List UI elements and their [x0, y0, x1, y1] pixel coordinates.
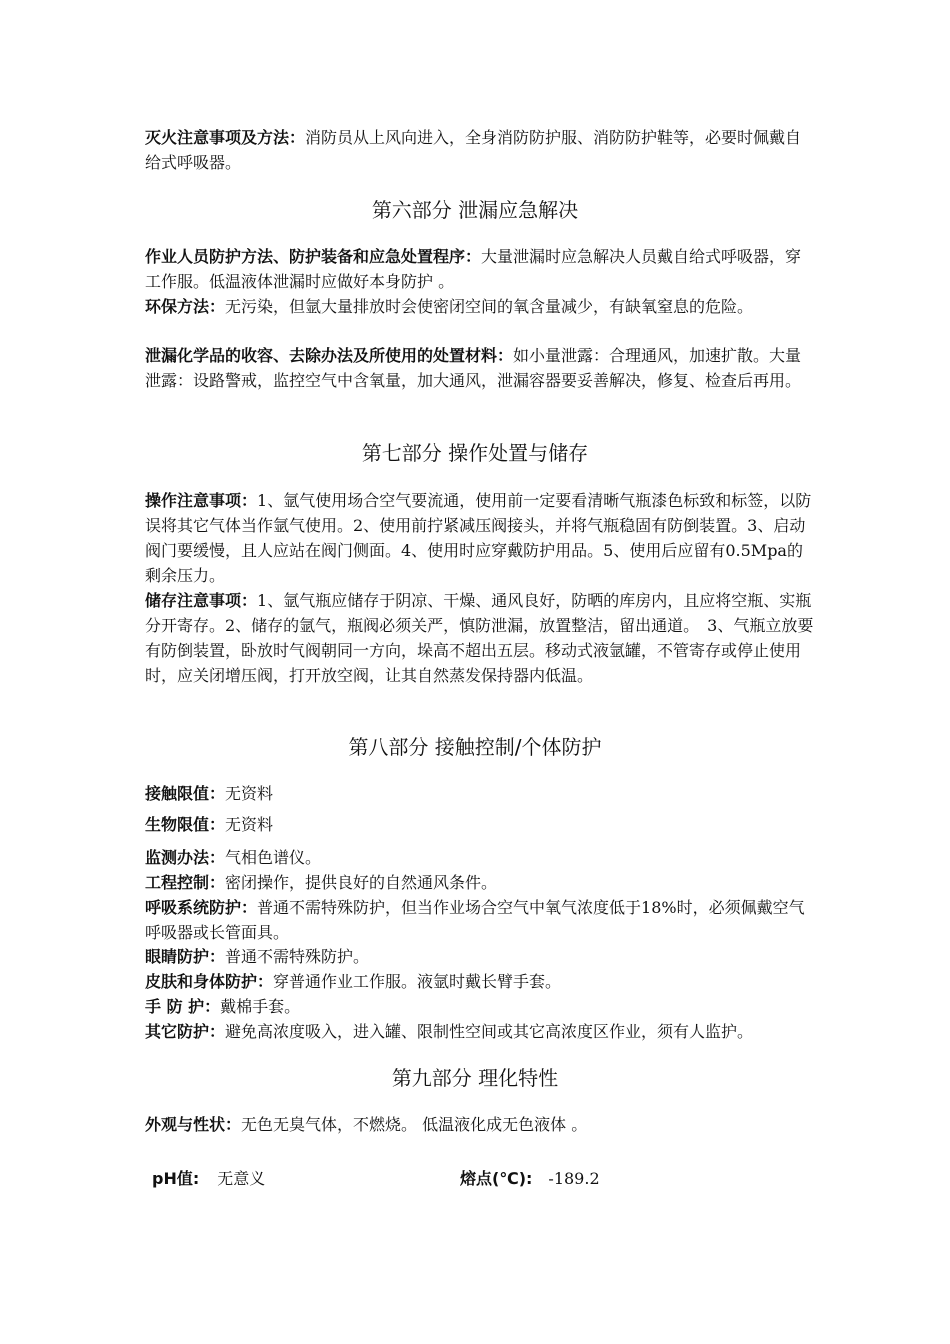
fire-fighting-text: 消防员从上风向进入，全身消防防护服、消防防护鞋等，必要时佩戴自给式呼吸器。	[145, 128, 802, 172]
handling-paragraph	[145, 488, 815, 588]
biological-limit-label: 生物限值：	[145, 815, 226, 834]
other-protection-item	[145, 1019, 815, 1044]
hand-protection-item	[145, 994, 815, 1019]
hand-protection-label: 手 防 护：	[145, 997, 221, 1016]
handling-label: 操作注意事项：	[145, 491, 258, 510]
ph-value: 无意义	[217, 1169, 266, 1188]
exposure-limit-label: 接触限值：	[145, 784, 226, 803]
skin-protection-label: 皮肤和身体防护：	[145, 972, 274, 991]
skin-protection-text: 穿普通作业工作服。液氩时戴长臂手套。	[273, 972, 562, 991]
appearance-text: 无色无臭气体，不燃烧。 低温液化成无色液体 。	[241, 1115, 588, 1134]
environmental-label: 环保方法：	[145, 297, 226, 316]
biological-limit-item	[145, 812, 815, 837]
fire-fighting-label: 灭火注意事项及方法：	[145, 128, 306, 147]
other-protection-text: 避免高浓度吸入，进入罐、限制性空间或其它高浓度区作业，须有人监护。	[225, 1022, 754, 1041]
personnel-protection-text: 大量泄漏时应急解决人员戴自给式呼吸器，穿工作服。低温液体泄漏时应做好本身防护 。	[145, 247, 802, 291]
environmental-paragraph	[145, 294, 815, 319]
monitoring-text: 气相色谱仪。	[225, 848, 322, 867]
exposure-limit-text: 无资料	[225, 784, 274, 803]
monitoring-item	[145, 845, 815, 870]
skin-protection-item	[145, 969, 815, 994]
storage-paragraph	[145, 588, 815, 688]
biological-limit-text: 无资料	[225, 815, 274, 834]
appearance-label: 外观与性状：	[145, 1115, 242, 1134]
cleanup-label: 泄漏化学品的收容、去除办法及所使用的处置材料：	[145, 346, 514, 365]
respiratory-protection-label: 呼吸系统防护：	[145, 898, 258, 917]
eye-protection-text: 普通不需特殊防护。	[225, 947, 370, 966]
ph-label: pH值:	[152, 1169, 200, 1188]
hand-protection-text: 戴棉手套。	[220, 997, 301, 1016]
respiratory-protection-item	[145, 895, 815, 945]
handling-text: 1、氩气使用场合空气要流通，使用前一定要看清晰气瓶漆色标致和标签，以防误将其它气体当作氩气使用。2、使用前拧紧减压阀接头，并将气瓶稳固有防倒装置。3、启动阀门要缓慢，且人应站在阀门侧面。4、使用时应穿戴防护用品。5、使用后应留有0.5Mpa的剩余压力。	[145, 491, 812, 585]
personnel-protection-paragraph	[145, 244, 815, 294]
respiratory-protection-text: 普通不需特殊防护，但当作业场合空气中氧气浓度低于18%时，必须佩戴空气呼吸器或长管面具。	[145, 898, 805, 942]
ph-row	[152, 1166, 265, 1191]
storage-text: 1、氩气瓶应储存于阴凉、干燥、通风良好，防晒的库房内，且应将空瓶、实瓶分开寄存。2、储存的氩气，瓶阀必须关严，慎防泄漏，放置整洁，留出通道。 3、气瓶立放要有防倒装置，卧放时气阀朝同一方向，垛高不超出五层。移动式液氩罐，不管寄存或停止使用时，应关闭增压阀，打开放空阀，让其自然蒸发保持器内低温。	[145, 591, 814, 685]
personnel-protection-label: 作业人员防护方法、防护装备和应急处置程序：	[145, 247, 482, 266]
fire-fighting-paragraph	[145, 125, 815, 175]
monitoring-label: 监测办法：	[145, 848, 226, 867]
storage-label: 储存注意事项：	[145, 591, 258, 610]
section-7-title: 第七部分 操作处置与储存	[361, 441, 589, 465]
appearance-item	[145, 1112, 815, 1137]
cleanup-paragraph	[145, 343, 815, 393]
eye-protection-item	[145, 944, 815, 969]
section-8-title: 第八部分 接触控制/个体防护	[348, 735, 602, 759]
melting-point-row	[460, 1166, 600, 1191]
environmental-text: 无污染，但氩大量排放时会使密闭空间的氧含量减少，有缺氧窒息的危险。	[225, 297, 754, 316]
eye-protection-label: 眼睛防护：	[145, 947, 226, 966]
other-protection-label: 其它防护：	[145, 1022, 226, 1041]
engineering-control-text: 密闭操作，提供良好的自然通风条件。	[225, 873, 498, 892]
melting-point-label: 熔点(℃):	[460, 1169, 533, 1188]
cleanup-text: 如小量泄露：合理通风，加速扩散。大量泄露：设路警戒，监控空气中含氧量，加大通风，泄漏容器要妥善解决，修复、检查后再用。	[145, 346, 802, 390]
engineering-control-item	[145, 870, 815, 895]
melting-point-value: -189.2	[548, 1169, 600, 1188]
exposure-limit-item	[145, 781, 815, 806]
section-9-title: 第九部分 理化特性	[391, 1066, 559, 1090]
engineering-control-label: 工程控制：	[145, 873, 226, 892]
section-6-title: 第六部分 泄漏应急解决	[371, 198, 579, 222]
